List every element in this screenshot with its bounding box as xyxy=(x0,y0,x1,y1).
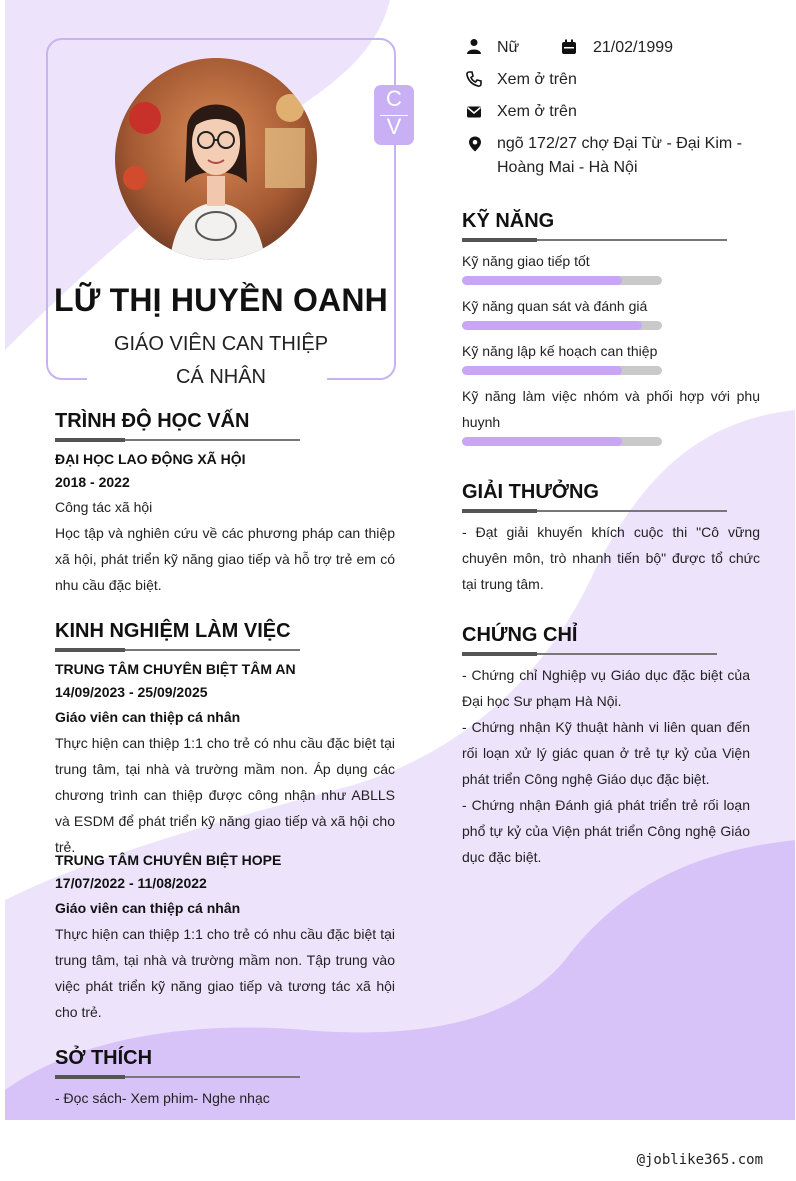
experience-description: Thực hiện can thiệp 1:1 cho trẻ có nhu cầu đặc biệt tại trung tâm, tại nhà và trường mầm non. Áp dụng các chương trình can thiệp được công nhận như ABLLS và ESDM để phát triển kỹ năng giao tiếp và xã hội cho trẻ. xyxy=(55,735,395,855)
job-position-line1: GIÁO VIÊN CAN THIỆP xyxy=(113,333,329,355)
hobbies-text: - Đọc sách- Xem phim- Nghe nhạc xyxy=(55,1090,270,1106)
certificate-item: - Chứng nhận Đánh giá phát triển trẻ rối loạn phổ tự kỷ của Viện phát triển Công nghệ Giáo dục đặc biệt. xyxy=(462,797,750,865)
hobbies-underline xyxy=(55,1076,300,1078)
experience-underline xyxy=(55,649,300,651)
person-icon xyxy=(466,38,482,54)
skill-label: Kỹ năng lập kế hoạch can thiệp xyxy=(462,343,658,359)
cv-badge-divider xyxy=(380,115,408,116)
experience-title: KINH NGHIỆM LÀM VIỆC xyxy=(55,620,291,642)
contact-address-line2: Hoàng Mai - Hà Nội xyxy=(497,159,638,176)
education-major: Công tác xã hội xyxy=(55,499,153,515)
skill-label: Kỹ năng giao tiếp tốt xyxy=(462,253,590,269)
awards-text: - Đạt giải khuyến khích cuộc thi "Cô vững chuyên môn, trò nhanh tiến bộ" được tổ chức tại trung tâm. xyxy=(462,524,760,592)
cv-badge xyxy=(374,85,414,145)
mail-icon xyxy=(466,104,482,120)
skill-label: Kỹ năng làm việc nhóm và phối hợp với phụ huynh xyxy=(462,388,760,430)
skill-bar xyxy=(462,321,662,330)
cv-letter-c: C xyxy=(386,86,402,111)
awards-title: GIẢI THƯỞNG xyxy=(462,481,599,503)
skill-label: Kỹ năng quan sát và đánh giá xyxy=(462,298,648,314)
experience-period: 17/07/2022 - 11/08/2022 xyxy=(55,875,207,891)
contact-email: Xem ở trên xyxy=(497,103,577,120)
education-title: TRÌNH ĐỘ HỌC VẤN xyxy=(55,410,250,432)
avatar xyxy=(115,58,317,260)
skill-bar xyxy=(462,276,662,285)
cv-letter-v: V xyxy=(386,114,402,139)
calendar-icon xyxy=(561,39,577,55)
experience-period: 14/09/2023 - 25/09/2025 xyxy=(55,684,208,700)
skill-bar xyxy=(462,366,662,375)
contact-phone: Xem ở trên xyxy=(497,71,577,88)
certificate-item: - Chứng chỉ Nghiệp vụ Giáo dục đặc biệt của Đại học Sư phạm Hà Nội. xyxy=(462,667,750,709)
experience-description: Thực hiện can thiệp 1:1 cho trẻ có nhu cầu đặc biệt tại trung tâm, tại nhà và trường mầm non. Tập trung vào việc phát triển kỹ năng giao tiếp và tương tác xã hội cho trẻ. xyxy=(55,926,395,1020)
skills-title: KỸ NĂNG xyxy=(462,210,555,232)
skills-underline xyxy=(462,239,727,241)
certificate-item: - Chứng nhận Kỹ thuật hành vi liên quan đến rối loạn xử lý giác quan ở trẻ tự kỷ của Viện phát triển Công nghệ Giáo dục đặc biệt. xyxy=(462,719,750,787)
contact-gender: Nữ xyxy=(497,39,520,56)
education-school: ĐẠI HỌC LAO ĐỘNG XÃ HỘI xyxy=(55,451,246,467)
certificates-underline xyxy=(462,653,717,655)
education-period: 2018 - 2022 xyxy=(55,474,130,490)
hobbies-title: SỞ THÍCH xyxy=(55,1047,153,1069)
cv-page xyxy=(5,0,795,1120)
skill-bar xyxy=(462,437,662,446)
experience-company: TRUNG TÂM CHUYÊN BIỆT TÂM AN xyxy=(55,661,296,677)
avatar-photo xyxy=(115,58,317,260)
education-description: Học tập và nghiên cứu về các phương pháp can thiệp xã hội, phát triển kỹ năng giao tiếp và hỗ trợ trẻ em có nhu cầu đặc biệt. xyxy=(55,525,395,593)
awards-underline xyxy=(462,510,727,512)
candidate-name: LỮ THỊ HUYỀN OANH xyxy=(54,282,388,318)
location-pin-icon xyxy=(467,136,483,152)
phone-icon xyxy=(466,71,482,87)
education-underline xyxy=(55,439,300,441)
contact-address-line1: ngõ 172/27 chợ Đại Từ - Đại Kim - xyxy=(497,135,743,152)
footer-watermark: @joblike365.com xyxy=(636,1152,763,1168)
job-position xyxy=(66,328,376,394)
contact-birthday: 21/02/1999 xyxy=(593,39,674,56)
experience-role: Giáo viên can thiệp cá nhân xyxy=(55,900,241,916)
experience-company: TRUNG TÂM CHUYÊN BIỆT HOPE xyxy=(55,852,282,868)
certificates-title: CHỨNG CHỈ xyxy=(462,624,578,646)
experience-role: Giáo viên can thiệp cá nhân xyxy=(55,709,241,725)
job-position-line2: CÁ NHÂN xyxy=(175,366,266,388)
